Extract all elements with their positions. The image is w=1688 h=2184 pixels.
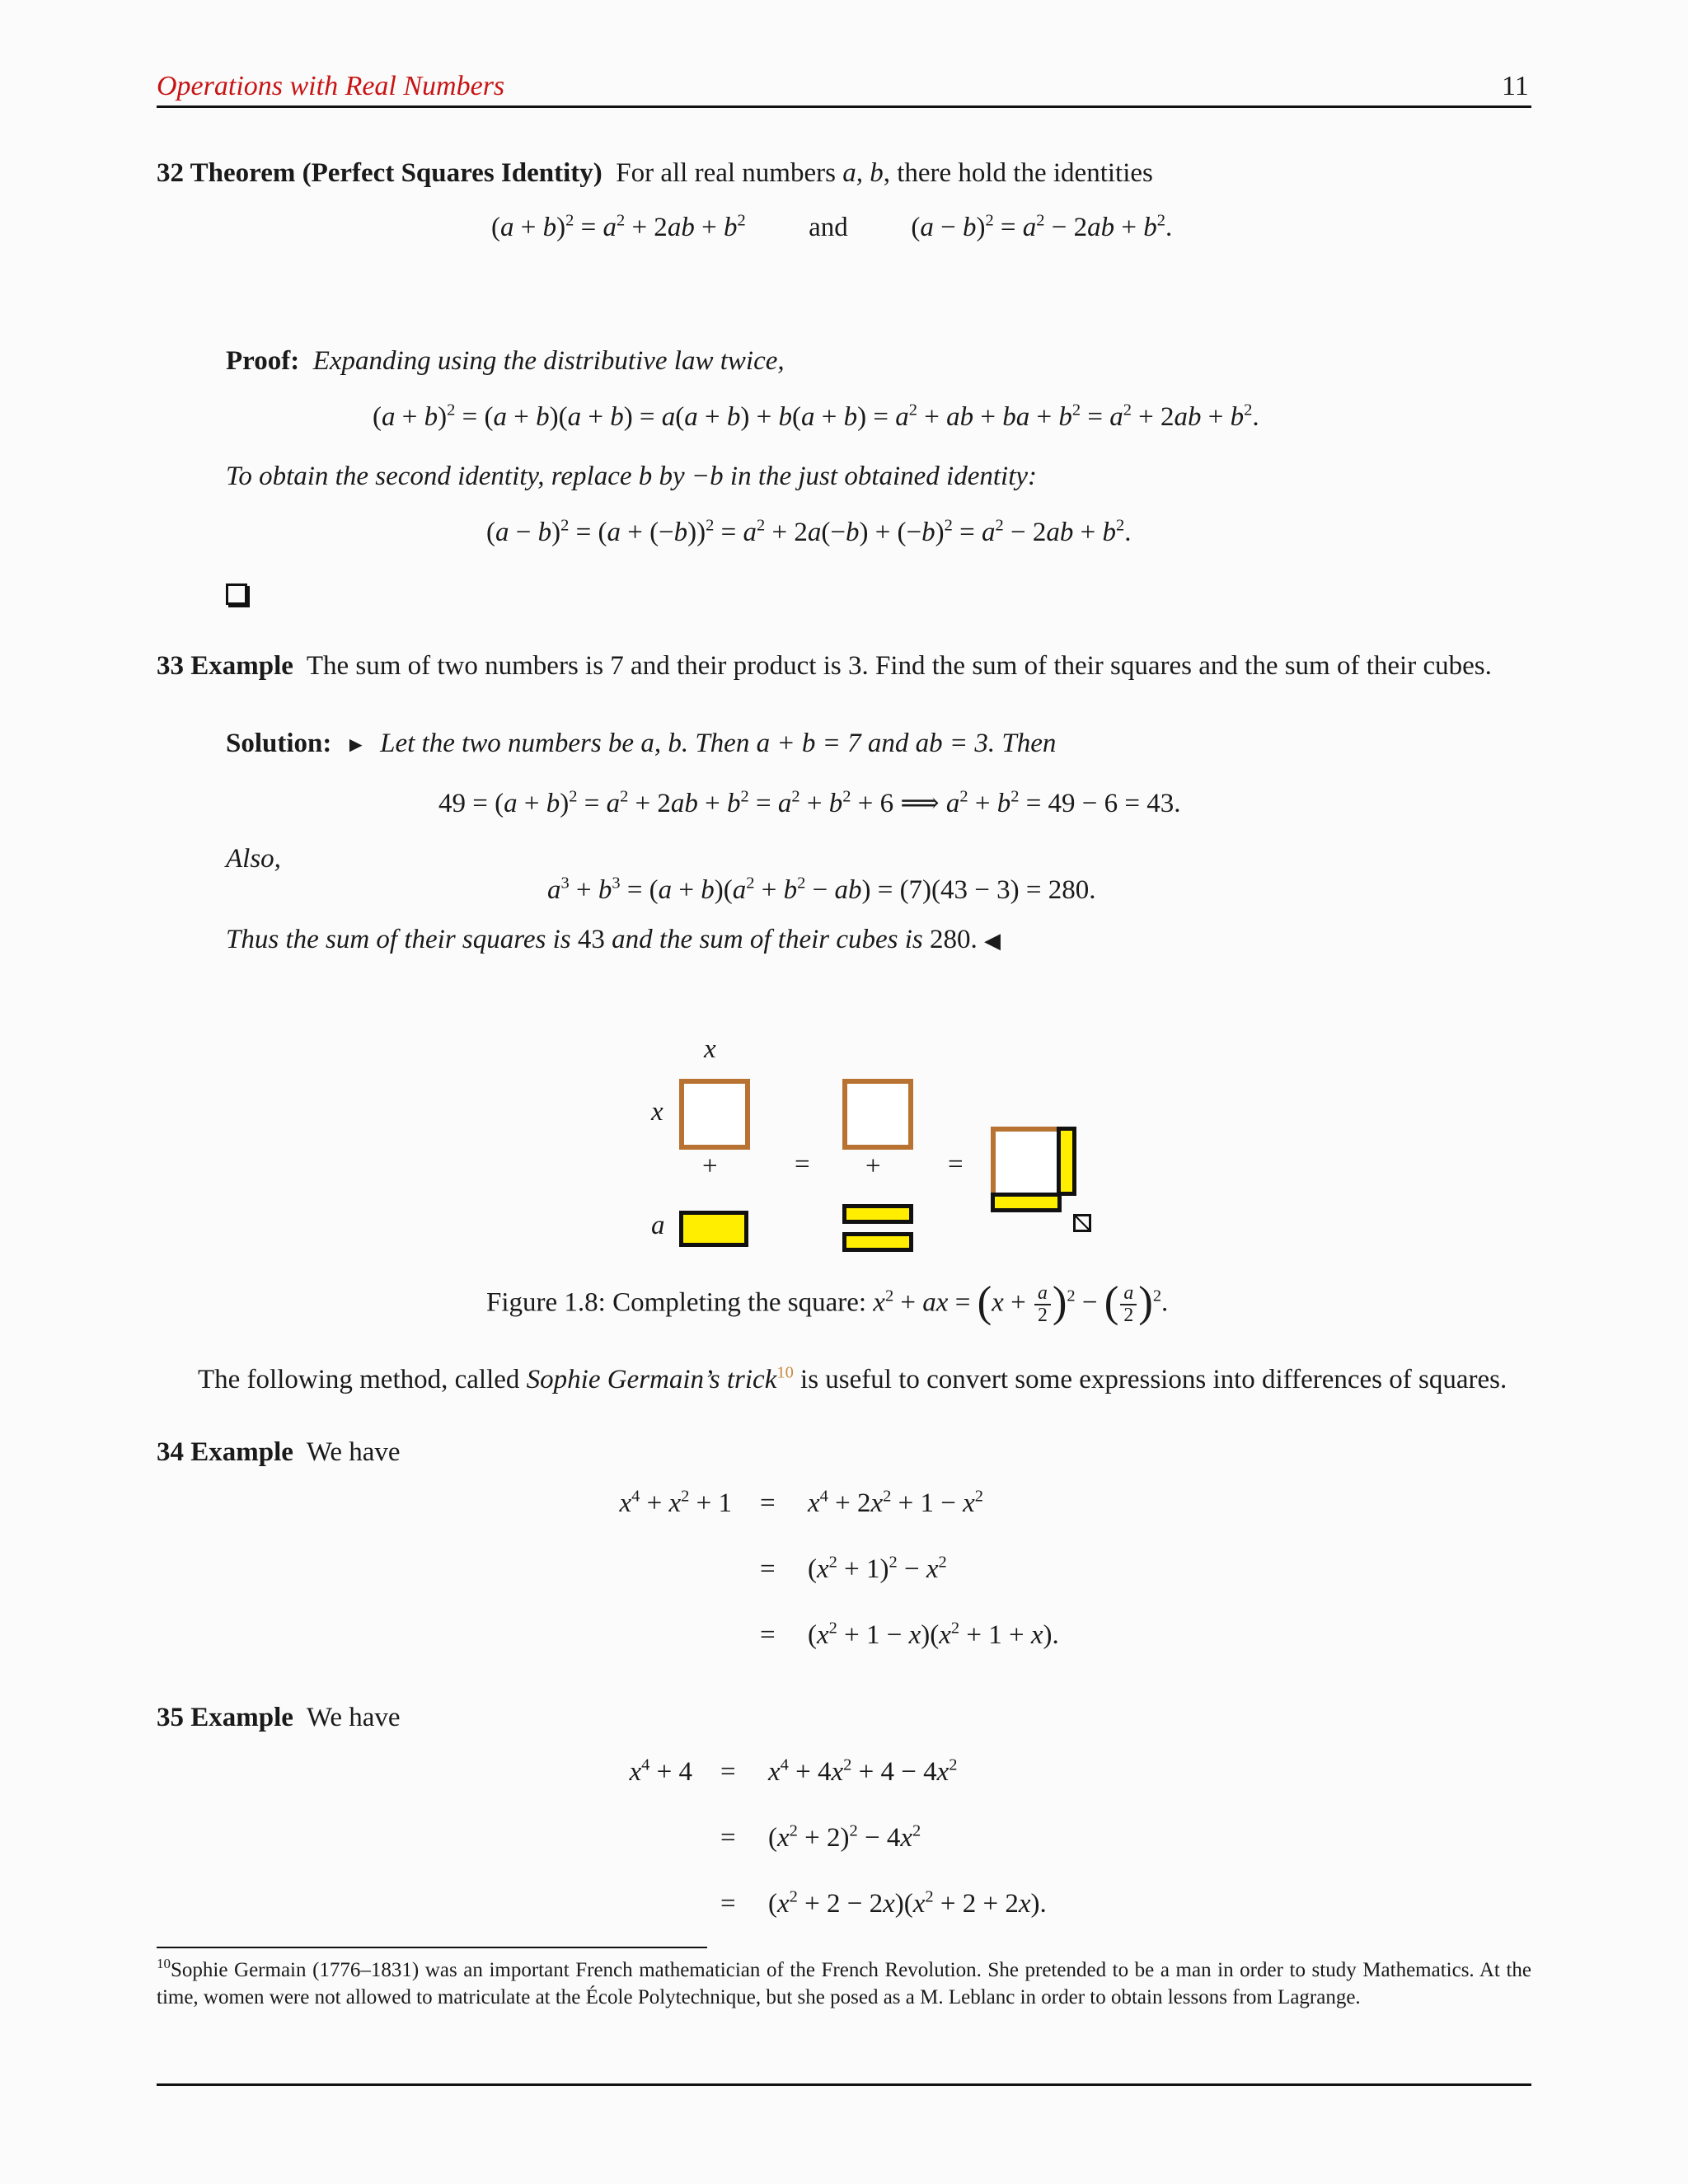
example-33-label: 33 Example: [157, 651, 293, 681]
footnote-text: Sophie Germain (1776–1831) was an important French mathematician of the French Revolution. She pretended to be a man in order to study Mathematics. At the time, women were not allowed to matriculate at the École Polytechnique, but she posed as a M. Leblanc in order to obtain lessons from Lagrange.: [157, 1959, 1531, 2008]
figure-label-x-side: x: [651, 1097, 663, 1127]
proof-equation-1: $(a + b)^2 = (a + b)(a + b) = a(a + b) + b(a + b) = a^2$ + ab + ba + $b^2 = a^2 + 2ab + b^2$.: [373, 401, 1259, 432]
footnote-number: 10: [157, 1955, 171, 1971]
example-35: [157, 1703, 401, 1733]
and-word: and: [809, 213, 848, 242]
proof-intro-text: Expanding using the distributive law twice,: [312, 346, 785, 376]
example-34-text: We have: [306, 1437, 401, 1467]
footer-rule: [157, 2083, 1531, 2086]
solution-equation-2: $a^3 + b^3 = (a + b)(a^2 + b^2 - ab) = (7)(43 - 3) = 280$.: [547, 874, 1096, 905]
figure-caption: Figure 1.8: Completing the square: $x^2$ + ax = (x + $\frac{a}{2}$ )$^2$ − ( $\frac{a}{2}$ )$^2$.: [486, 1278, 1169, 1327]
figure-caption-text: Figure 1.8: Completing the square:: [486, 1287, 874, 1318]
example-35-label: 35 Example: [157, 1703, 293, 1732]
footnote-10: [157, 1957, 1531, 2011]
germain-trick-name: Sophie Germain’s trick: [526, 1365, 777, 1394]
header-rule: [157, 105, 1531, 108]
figure-label-a: a: [651, 1211, 665, 1240]
completing-square-figure: [626, 1034, 1088, 1265]
composite-bottom-strip: [991, 1193, 1062, 1212]
example-35-text: We have: [306, 1703, 401, 1732]
germain-paragraph: The following method, called Sophie Germain’s trick$^{10}$ is useful to convert some expressions into differences of squares.: [198, 1363, 1507, 1394]
x-square-middle: [842, 1079, 913, 1150]
proof-equation-2: $(a - b)^2 = (a + (-b))^2 = a^2 + 2a(-b) + (-b)^2 = a^2 - 2ab + b^2$.: [486, 516, 1132, 547]
solution-equation-1: $49 = (a + b)^2 = a^2 + 2ab + b^2 = a^2 + b^2 + 6$ ⟹ $a^2 + b^2 = 49 - 6 = 43$.: [438, 787, 1181, 818]
a-rectangle: [679, 1211, 748, 1247]
left-triangle-icon: ◀: [984, 929, 1001, 953]
also-word: Also,: [226, 844, 281, 874]
x-square: [679, 1079, 750, 1150]
footnote-ref-10[interactable]: 10: [776, 1363, 794, 1382]
proof-intro: [226, 346, 785, 377]
footnote-rule: [157, 1947, 707, 1948]
theorem-statement: For all real numbers a, b, there hold the identities: [616, 158, 1153, 188]
composite-square: [991, 1127, 1062, 1197]
running-header-title: Operations with Real Numbers: [157, 71, 505, 101]
example-34-label: 34 Example: [157, 1437, 293, 1467]
example-34: [157, 1437, 401, 1468]
example-33-text: The sum of two numbers is 7 and their product is 3. Find the sum of their squares and the sum of their cubes.: [306, 651, 1492, 681]
plus-sign-left: +: [702, 1151, 718, 1181]
solution-intro-text: Let the two numbers be a, b. Then a + b = 7 and ab = 3. Then: [380, 729, 1057, 758]
proof-second-intro: To obtain the second identity, replace b by −b in the just obtained identity:: [226, 462, 1038, 491]
half-rectangle-bottom: [842, 1232, 913, 1252]
solution-label: Solution:: [226, 729, 332, 758]
theorem-32: [157, 158, 1153, 189]
missing-corner-icon: [1073, 1214, 1091, 1232]
solution-conclusion: Thus the sum of their squares is 43 and the sum of their cubes is 280. ◀: [226, 925, 1001, 954]
right-triangle-icon: ►: [345, 733, 367, 757]
composite-right-strip: [1057, 1127, 1076, 1196]
solution-intro: [226, 729, 1056, 759]
example-33: [157, 651, 1492, 682]
page-number: 11: [1502, 71, 1529, 101]
proof-label: Proof:: [226, 346, 300, 376]
half-rectangle-top: [842, 1204, 913, 1224]
equals-sign-2: =: [948, 1150, 964, 1179]
theorem-identities: $(a + b)^2 = a^2 + 2ab + b^2$ and $(a - b)^2 = a^2 - 2ab + b^2$.: [491, 211, 1173, 242]
theorem-label: 32 Theorem (Perfect Squares Identity): [157, 158, 603, 188]
plus-sign-middle: +: [865, 1151, 881, 1181]
qed-box-icon: [226, 583, 247, 605]
figure-label-x-top: x: [704, 1034, 716, 1064]
equals-sign-1: =: [795, 1150, 810, 1179]
